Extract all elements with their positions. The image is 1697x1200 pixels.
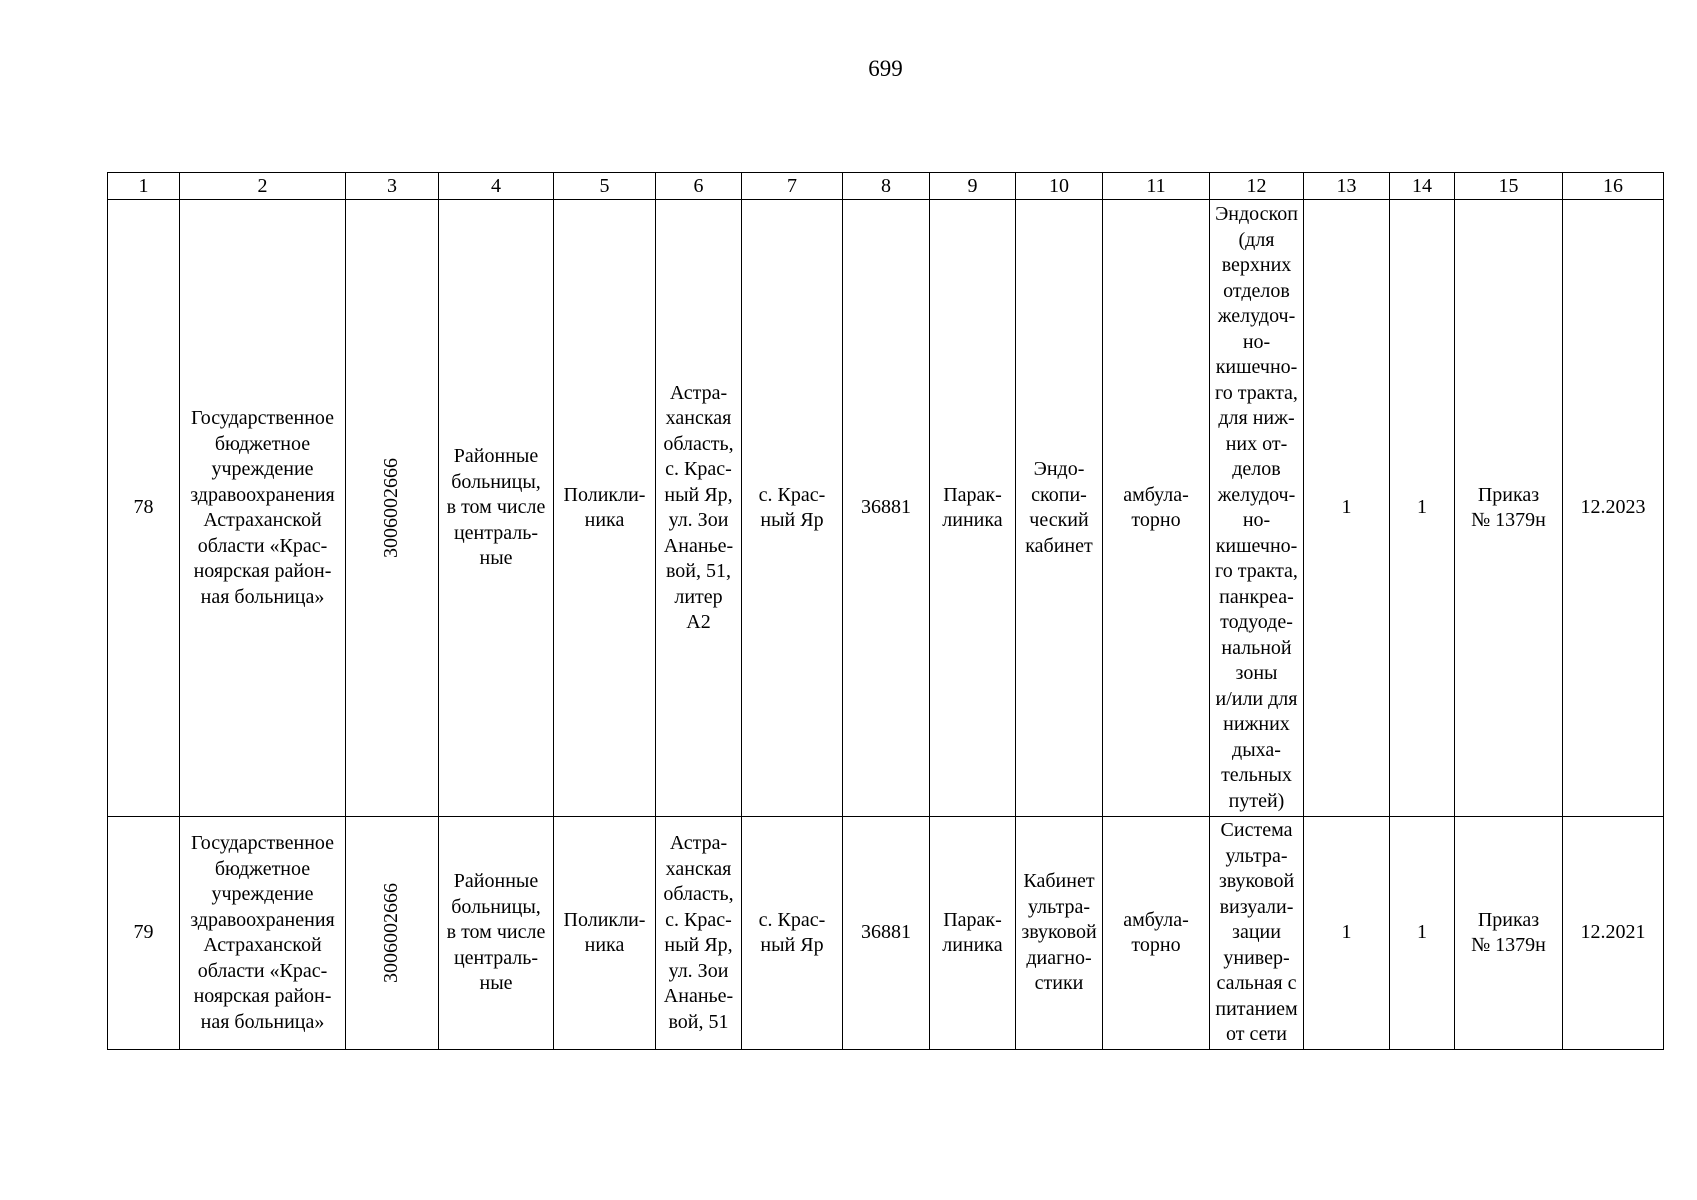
hospital-type-cell: Районные больницы, в том числе централь- ные bbox=[439, 200, 554, 817]
code-cell: 36881 bbox=[843, 200, 930, 817]
date-cell: 12.2023 bbox=[1563, 200, 1664, 817]
room-cell: Кабинет ультра- звуковой диагно- стики bbox=[1016, 817, 1103, 1050]
column-header: 16 bbox=[1563, 173, 1664, 200]
column-header: 4 bbox=[439, 173, 554, 200]
equipment-cell: Эндоскоп (для верхних отделов желудоч- но- кишечно- го тракта, для ниж- них от- делов желудоч- но- кишечно- го тракта, панкреа- тодуоде- нальной зоны и/или для нижних дыха- тельных путей) bbox=[1210, 200, 1304, 817]
row-number-cell: 78 bbox=[108, 200, 180, 817]
inn-cell bbox=[346, 200, 439, 817]
quantity-cell: 1 bbox=[1390, 817, 1455, 1050]
quantity-cell: 1 bbox=[1304, 200, 1390, 817]
address-cell: Астра- ханская область, с. Крас- ный Яр, ул. Зои Ананье- вой, 51 bbox=[656, 817, 742, 1050]
column-header: 3 bbox=[346, 173, 439, 200]
inn-vertical-text: 3006002666 bbox=[380, 458, 403, 558]
table-row bbox=[108, 817, 1664, 1050]
unit-cell: Поликли- ника bbox=[554, 200, 656, 817]
inn-vertical-text: 3006002666 bbox=[380, 883, 403, 983]
equipment-cell: Система ультра- звуковой визуали- зации универ- сальная с питанием от сети bbox=[1210, 817, 1304, 1050]
locality-cell: с. Крас- ный Яр bbox=[742, 200, 843, 817]
address-cell: Астра- ханская область, с. Крас- ный Яр, ул. Зои Ананье- вой, 51, литер А2 bbox=[656, 200, 742, 817]
column-header: 7 bbox=[742, 173, 843, 200]
column-header: 13 bbox=[1304, 173, 1390, 200]
condition-cell: амбула- торно bbox=[1103, 817, 1210, 1050]
hospital-type-cell: Районные больницы, в том числе централь- ные bbox=[439, 817, 554, 1050]
table-row bbox=[108, 200, 1664, 817]
column-header: 2 bbox=[180, 173, 346, 200]
table-header-row bbox=[108, 173, 1664, 200]
profile-cell: Парак- линика bbox=[930, 817, 1016, 1050]
column-header: 11 bbox=[1103, 173, 1210, 200]
inn-cell bbox=[346, 817, 439, 1050]
column-header: 14 bbox=[1390, 173, 1455, 200]
column-header: 9 bbox=[930, 173, 1016, 200]
column-header: 5 bbox=[554, 173, 656, 200]
column-header: 15 bbox=[1455, 173, 1563, 200]
room-cell: Эндо- скопи- ческий кабинет bbox=[1016, 200, 1103, 817]
organization-cell: Государственное бюджетное учреждение здравоохранения Астраханской области «Крас- ноярская район- ная больница» bbox=[180, 200, 346, 817]
order-cell: Приказ № 1379н bbox=[1455, 200, 1563, 817]
organization-cell: Государственное бюджетное учреждение здравоохранения Астраханской области «Крас- ноярская район- ная больница» bbox=[180, 817, 346, 1050]
page-number: 699 bbox=[868, 56, 903, 81]
quantity-cell: 1 bbox=[1390, 200, 1455, 817]
column-header: 8 bbox=[843, 173, 930, 200]
order-cell: Приказ № 1379н bbox=[1455, 817, 1563, 1050]
unit-cell: Поликли- ника bbox=[554, 817, 656, 1050]
column-header: 6 bbox=[656, 173, 742, 200]
document-table bbox=[107, 172, 1664, 1050]
column-header: 10 bbox=[1016, 173, 1103, 200]
locality-cell: с. Крас- ный Яр bbox=[742, 817, 843, 1050]
column-header: 1 bbox=[108, 173, 180, 200]
date-cell: 12.2021 bbox=[1563, 817, 1664, 1050]
quantity-cell: 1 bbox=[1304, 817, 1390, 1050]
profile-cell: Парак- линика bbox=[930, 200, 1016, 817]
row-number-cell: 79 bbox=[108, 817, 180, 1050]
condition-cell: амбула- торно bbox=[1103, 200, 1210, 817]
code-cell: 36881 bbox=[843, 817, 930, 1050]
column-header: 12 bbox=[1210, 173, 1304, 200]
